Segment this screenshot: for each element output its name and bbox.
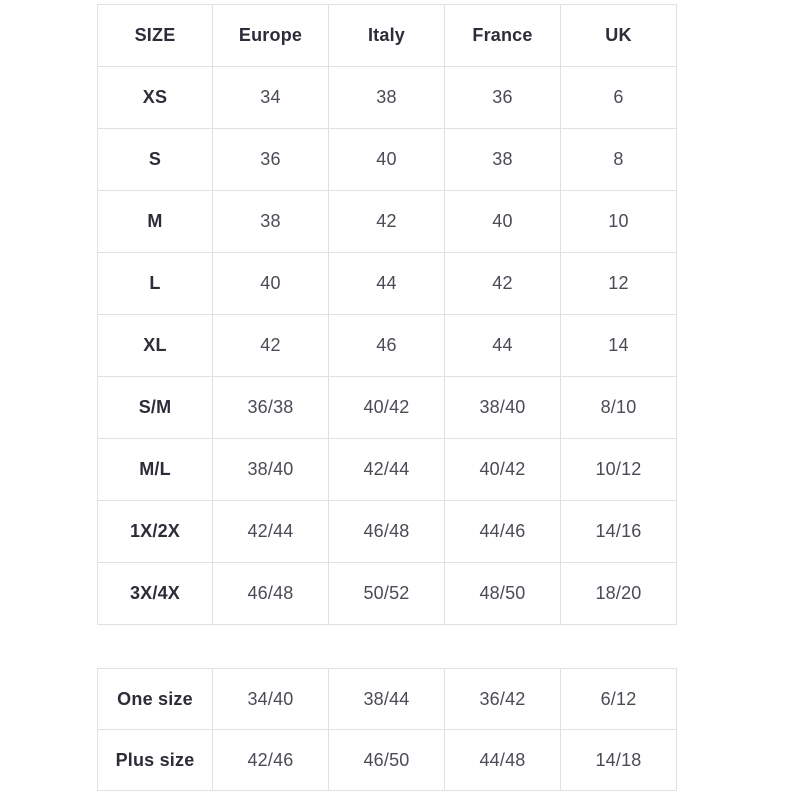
value-cell: 48/50 <box>445 563 561 625</box>
table-row <box>98 669 677 730</box>
value-cell: 38 <box>213 191 329 253</box>
table-row <box>98 315 677 377</box>
table-row <box>98 501 677 563</box>
value-cell: 44/46 <box>445 501 561 563</box>
value-cell: 46/50 <box>329 730 445 791</box>
value-cell: 42 <box>329 191 445 253</box>
value-cell: 38 <box>329 67 445 129</box>
table-row <box>98 253 677 315</box>
value-cell: 42/44 <box>329 439 445 501</box>
header-cell-europe: Europe <box>213 5 329 67</box>
value-cell: 42 <box>445 253 561 315</box>
value-cell: 50/52 <box>329 563 445 625</box>
value-cell: 40 <box>213 253 329 315</box>
table-row <box>98 730 677 791</box>
value-cell: 8/10 <box>561 377 677 439</box>
size-label: M/L <box>98 439 213 501</box>
value-cell: 38/40 <box>213 439 329 501</box>
value-cell: 46/48 <box>329 501 445 563</box>
value-cell: 6 <box>561 67 677 129</box>
table-row <box>98 377 677 439</box>
table-row <box>98 67 677 129</box>
header-cell-france: France <box>445 5 561 67</box>
value-cell: 42 <box>213 315 329 377</box>
size-label: S <box>98 129 213 191</box>
table-row <box>98 191 677 253</box>
value-cell: 18/20 <box>561 563 677 625</box>
value-cell: 36/42 <box>445 669 561 730</box>
value-cell: 42/44 <box>213 501 329 563</box>
one-size-table <box>97 668 677 791</box>
size-conversion-table <box>97 4 677 625</box>
value-cell: 14 <box>561 315 677 377</box>
value-cell: 46 <box>329 315 445 377</box>
value-cell: 38/44 <box>329 669 445 730</box>
value-cell: 44 <box>445 315 561 377</box>
value-cell: 10/12 <box>561 439 677 501</box>
value-cell: 14/16 <box>561 501 677 563</box>
value-cell: 38 <box>445 129 561 191</box>
header-cell-uk: UK <box>561 5 677 67</box>
table-row <box>98 129 677 191</box>
value-cell: 36 <box>213 129 329 191</box>
value-cell: 34 <box>213 67 329 129</box>
value-cell: 12 <box>561 253 677 315</box>
size-label: 1X/2X <box>98 501 213 563</box>
header-cell-size: SIZE <box>98 5 213 67</box>
size-label: M <box>98 191 213 253</box>
table-row <box>98 439 677 501</box>
value-cell: 34/40 <box>213 669 329 730</box>
value-cell: 46/48 <box>213 563 329 625</box>
value-cell: 10 <box>561 191 677 253</box>
value-cell: 38/40 <box>445 377 561 439</box>
value-cell: 36/38 <box>213 377 329 439</box>
size-label: One size <box>98 669 213 730</box>
value-cell: 40/42 <box>445 439 561 501</box>
header-row <box>98 5 677 67</box>
size-label: S/M <box>98 377 213 439</box>
value-cell: 40/42 <box>329 377 445 439</box>
table-row <box>98 563 677 625</box>
size-label: XS <box>98 67 213 129</box>
value-cell: 42/46 <box>213 730 329 791</box>
size-label: XL <box>98 315 213 377</box>
header-cell-italy: Italy <box>329 5 445 67</box>
size-label: L <box>98 253 213 315</box>
value-cell: 44/48 <box>445 730 561 791</box>
value-cell: 36 <box>445 67 561 129</box>
size-label: Plus size <box>98 730 213 791</box>
size-label: 3X/4X <box>98 563 213 625</box>
value-cell: 6/12 <box>561 669 677 730</box>
value-cell: 40 <box>445 191 561 253</box>
value-cell: 44 <box>329 253 445 315</box>
value-cell: 14/18 <box>561 730 677 791</box>
value-cell: 40 <box>329 129 445 191</box>
value-cell: 8 <box>561 129 677 191</box>
